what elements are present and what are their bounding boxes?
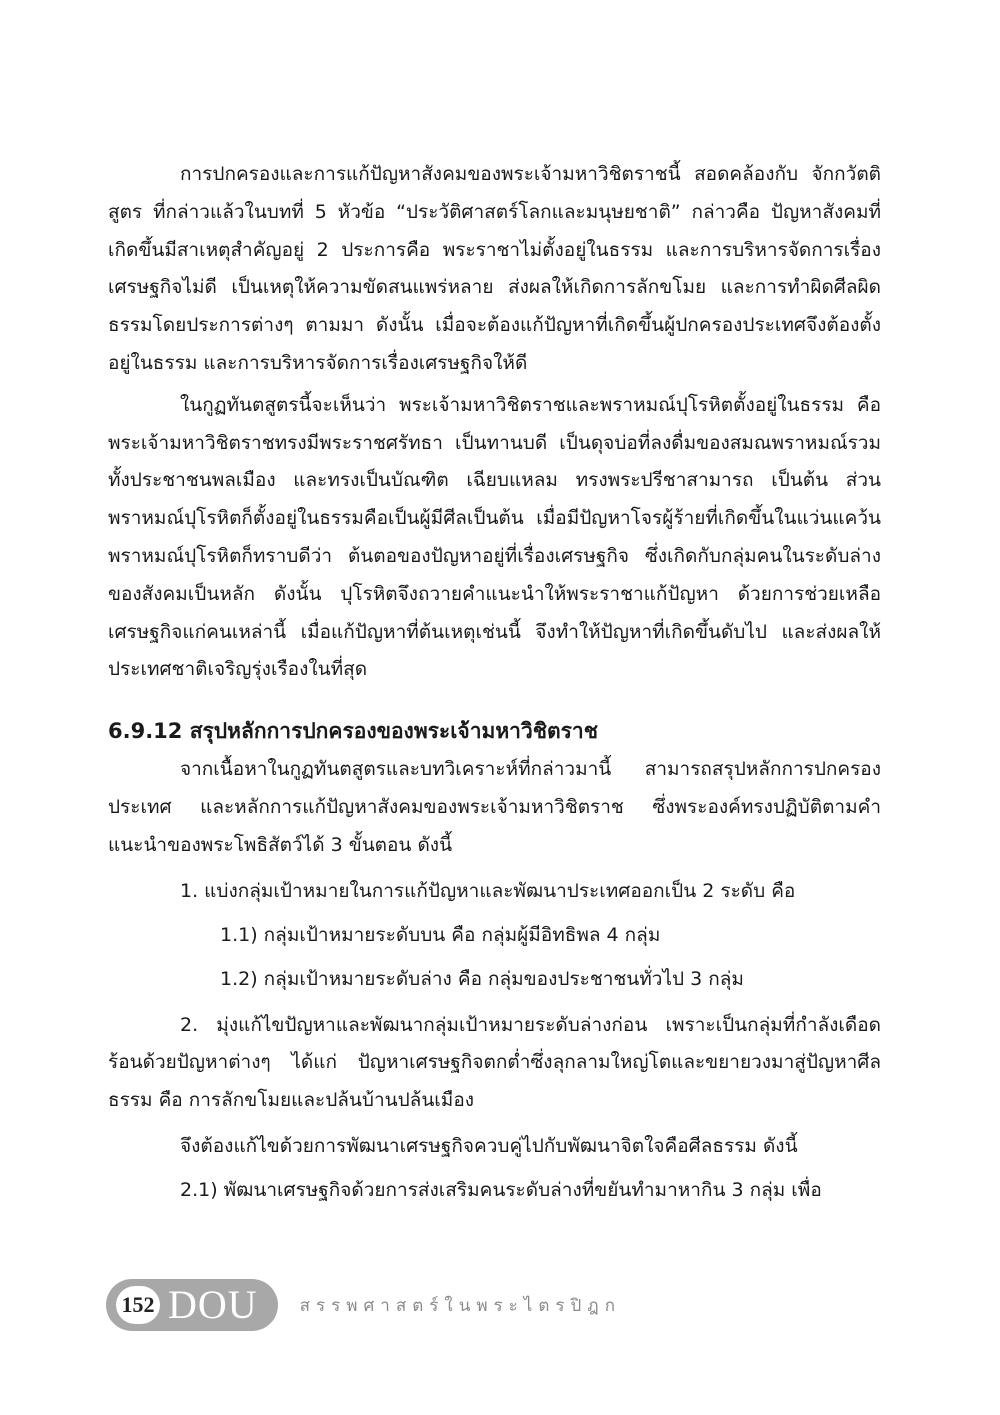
list-item: 2.1) พัฒนาเศรษฐกิจด้วยการส่งเสริมคนระดับล่างที่ขยันทำมาหากิน 3 กลุ่ม เพื่อ [180, 1178, 822, 1201]
section-heading: 6.9.12 สรุปหลักการปกครองของพระเจ้ามหาวิชิตราช [108, 719, 598, 744]
list-item: 1.2) กลุ่มเป้าหมายระดับล่าง คือ กลุ่มของประชาชนทั่วไป 3 กลุ่ม [220, 967, 744, 990]
list-item: 1. แบ่งกลุ่มเป้าหมายในการแก้ปัญหาและพัฒนาประเทศออกเป็น 2 ระดับ คือ [180, 879, 796, 902]
section-intro: จากเนื้อหาในกูฏทันตสูตรและบทวิเคราะห์ที่กล่าวมานี้ สามารถสรุปหลักการปกครองประเทศ และหลักการแก้ปัญหาสังคมของพระเจ้ามหาวิชิตราช ซึ่งพระองค์ทรงปฏิบัติตามคำแนะนำของพระโพธิสัตว์ได้ 3 ขั้นตอน ดังนี้ [108, 758, 881, 856]
list-item-note: จึงต้องแก้ไขด้วยการพัฒนาเศรษฐกิจควบคู่ไปกับพัฒนาจิตใจคือศีลธรรม ดังนี้ [180, 1134, 798, 1157]
book-title: สรรพศาสตร์ในพระไตรปิฎก [299, 1295, 622, 1316]
list-item: 2. มุ่งแก้ไขปัญหาและพัฒนากลุ่มเป้าหมายระดับล่างก่อน เพราะเป็นกลุ่มที่กำลังเดือดร้อนด้วยปัญหาต่างๆ ได้แก่ ปัญหาเศรษฐกิจตกต่ำซึ่งลุกลามใหญ่โตและขยายวงมาสู่ปัญหาศีลธรรม คือ การลักขโมยและปล้นบ้านปล้นเมือง [108, 1013, 881, 1112]
list-item: 1.1) กลุ่มเป้าหมายระดับบน คือ กลุ่มผู้มีอิทธิพล 4 กลุ่ม [220, 923, 661, 946]
page-content [108, 156, 881, 1212]
paragraph: การปกครองและการแก้ปัญหาสังคมของพระเจ้ามหาวิชิตราชนี้ สอดคล้องกับ จักกวัตติสูตร ที่กล่าวแล้วในบทที่ 5 หัวข้อ “ประวัติศาสตร์โลกและมนุษยชาติ” กล่าวคือ ปัญหาสังคมที่เกิดขึ้นมีสาเหตุสำคัญอยู่ 2 ประการคือ พระราชาไม่ตั้งอยู่ในธรรม และการบริหารจัดการเรื่องเศรษฐกิจไม่ดี เป็นเหตุให้ความขัดสนแพร่หลาย ส่งผลให้เกิดการลักขโมย และการทำผิดศีลผิดธรรมโดยประการต่างๆ ตามมา ดังนั้น เมื่อจะต้องแก้ปัญหาที่เกิดขึ้นผู้ปกครองประเทศจึงต้องตั้งอยู่ในธรรม และการบริหารจัดการเรื่องเศรษฐกิจให้ดี [108, 163, 881, 374]
dou-logo: DOU [168, 1282, 258, 1327]
page-footer [106, 1279, 621, 1331]
paragraph: ในกูฏทันตสูตรนี้จะเห็นว่า พระเจ้ามหาวิชิตราชและพราหมณ์ปุโรหิตตั้งอยู่ในธรรม คือ พระเจ้ามหาวิชิตราชทรงมีพระราชศรัทธา เป็นทานบดี เป็นดุจบ่อที่ลงดื่มของสมณพราหมณ์รวมทั้งประชาชนพลเมือง และทรงเป็นบัณฑิต เฉียบแหลม ทรงพระปรีชาสามารถ เป็นต้น ส่วนพราหมณ์ปุโรหิตก็ตั้งอยู่ในธรรมคือเป็นผู้มีศีลเป็นต้น เมื่อมีปัญหาโจรผู้ร้ายที่เกิดขึ้นในแว่นแคว้น พราหมณ์ปุโรหิตก็ทราบดีว่า ต้นตอของปัญหาอยู่ที่เรื่องเศรษฐกิจ ซึ่งเกิดกับกลุ่มคนในระดับล่างของสังคมเป็นหลัก ดังนั้น ปุโรหิตจึงถวายคำแนะนำให้พระราชาแก้ปัญหา ด้วยการช่วยเหลือเศรษฐกิจแก่คนเหล่านี้ เมื่อแก้ปัญหาที่ต้นเหตุเช่นนี้ จึงทำให้ปัญหาที่เกิดขึ้นดับไป และส่งผลให้ประเทศชาติเจริญรุ่งเรืองในที่สุด [108, 393, 881, 681]
page-number: 152 [116, 1286, 160, 1324]
footer-badge [106, 1279, 278, 1331]
